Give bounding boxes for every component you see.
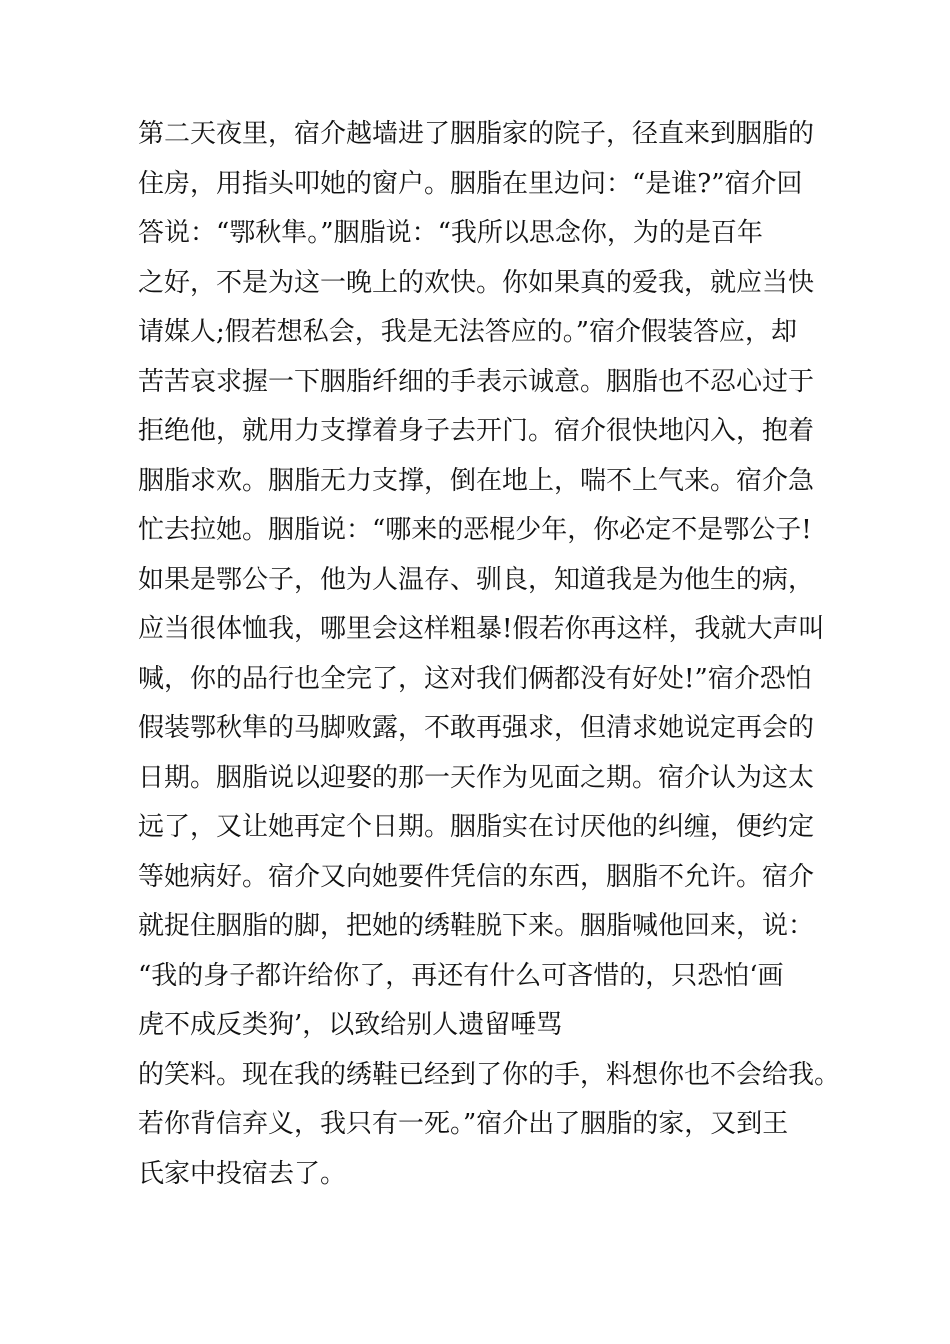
text-line-18: “我的身子都许给你了，再还有什么可吝惜的，只恐怕‘画	[138, 960, 784, 991]
text-line-10: 如果是鄂公子，他为人温存、驯良，知道我是为他生的病，	[138, 564, 815, 595]
text-line-4: 之好，不是为这一晚上的欢快。你如果真的爱我，就应当快	[138, 267, 815, 298]
text-line-9: 忙去拉她。胭脂说：“哪来的恶棍少年，你必定不是鄂公子!	[138, 515, 812, 545]
text-line-17: 就捉住胭脂的脚，把她的绣鞋脱下来。胭脂喊他回来，说：	[138, 911, 815, 941]
text-line-15: 远了，又让她再定个日期。胭脂实在讨厌他的纠缠，便约定	[138, 812, 815, 842]
text-line-14: 日期。胭脂说以迎娶的那一天作为见面之期。宿介认为这太	[138, 762, 815, 793]
text-line-21: 若你背信弃义，我只有一死。”宿介出了胭脂的家，又到王	[138, 1109, 789, 1139]
body-text	[138, 110, 841, 1199]
text-line-19: 虎不成反类狗’，以致给别人遗留唾骂	[138, 1010, 563, 1040]
text-line-22: 氏家中投宿去了。	[138, 1158, 347, 1189]
text-line-7: 拒绝他，就用力支撑着身子去开门。宿介很快地闪入，抱着	[138, 416, 815, 446]
text-line-12: 喊，你的品行也全完了，这对我们俩都没有好处!”宿介恐怕	[138, 663, 812, 694]
text-line-13: 假装鄂秋隼的马脚败露，不敢再强求，但清求她说定再会的	[138, 713, 815, 743]
text-line-3: 答说：“鄂秋隼。”胭脂说：“我所以思念你，为的是百年	[138, 218, 763, 248]
text-line-6: 苦苦哀求握一下胭脂纤细的手表示诚意。胭脂也不忍心过于	[138, 366, 815, 397]
text-line-2: 住房，用指头叩她的窗户。胭脂在里边问：“是谁?”宿介回	[138, 168, 803, 199]
text-line-11: 应当很体恤我，哪里会这样粗暴!假若你再这样，我就大声叫	[138, 614, 825, 644]
text-line-5: 请媒人;假若想私会，我是无法答应的。”宿介假装答应，却	[138, 317, 798, 347]
text-line-8: 胭脂求欢。胭脂无力支撑，倒在地上，喘不上气来。宿介急	[138, 465, 815, 496]
text-line-20: 的笑料。现在我的绣鞋已经到了你的手，料想你也不会给我。	[138, 1059, 841, 1090]
text-line-16: 等她病好。宿介又向她要件凭信的东西，胭脂不允许。宿介	[138, 861, 815, 892]
text-line-1: 第二天夜里，宿介越墙进了胭脂家的院子，径直来到胭脂的	[138, 119, 815, 149]
